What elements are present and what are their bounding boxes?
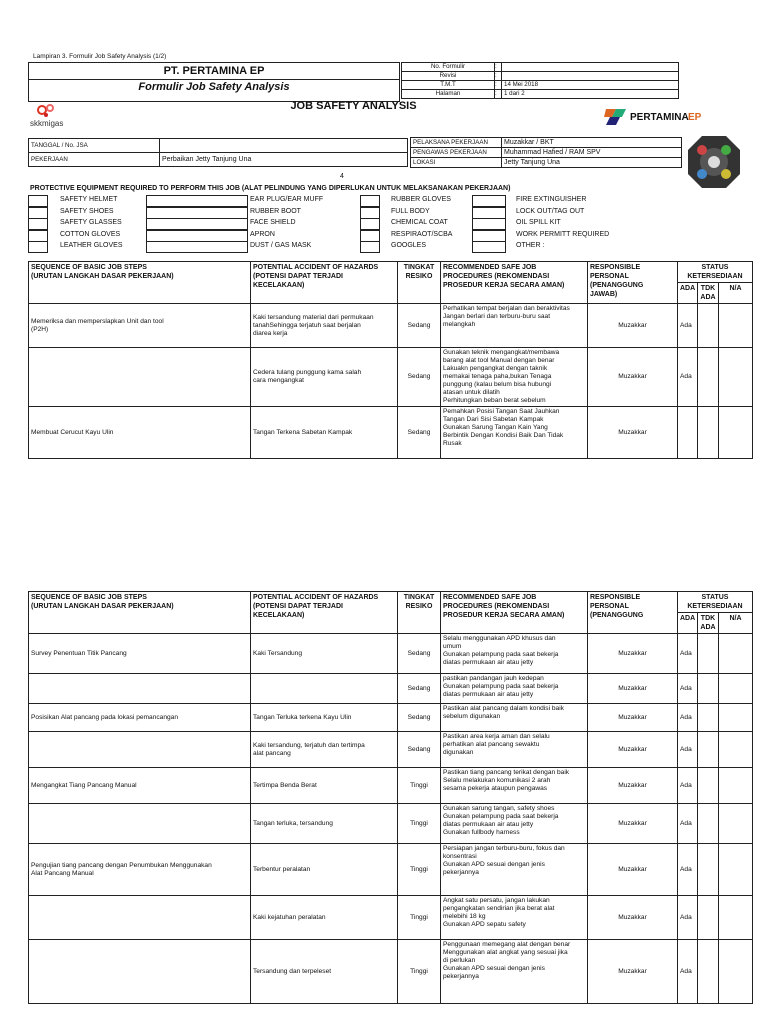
ada-cell: Ada [678, 732, 698, 768]
header-responsible: RESPONSIBLE PERSONAL (PENANGGUNG [588, 592, 678, 634]
ada-cell: Ada [678, 704, 698, 732]
risk-cell: Sedang [398, 704, 441, 732]
pertamina-logo: PERTAMINA EP [604, 104, 700, 132]
personnel-table [410, 137, 682, 168]
tdk-ada-cell [698, 844, 719, 896]
header-ada: ADA [678, 613, 698, 634]
ppe-checkbox[interactable] [472, 230, 506, 242]
hazard-cell: Tangan terluka, tersandung [251, 804, 398, 844]
ppe-checkbox[interactable] [360, 241, 380, 253]
procedure-cell: Angkat satu persatu, jangan lakukan pengangkatan sendirian jika berat alat melebihi 18 kg Gunakan APD sepatu safety [441, 896, 588, 940]
personnel-label: LOKASI [411, 158, 502, 168]
company-name: PT. PERTAMINA EP [29, 64, 399, 80]
procedure-cell: Persiapan jangan terburu-buru, fokus dan konsentrasi Gunakan APD sesuai dengan jenis pekerjannya [441, 844, 588, 896]
ada-cell: Ada [678, 940, 698, 1004]
step-cell [29, 348, 251, 407]
ppe-checkbox[interactable] [472, 195, 506, 207]
ppe-label: GOOGLES [391, 242, 427, 249]
jsa-table-1 [28, 261, 753, 459]
ppe-checkbox[interactable] [360, 218, 380, 230]
ppe-checkbox[interactable] [28, 230, 48, 242]
header-risk: TINGKAT RESIKO [398, 262, 441, 304]
risk-cell: Sedang [398, 634, 441, 674]
header-procedures: RECOMMENDED SAFE JOB PROCEDURES (REKOMENDASI PROSEDUR KERJA SECARA AMAN) [441, 262, 588, 304]
ppe-label: FACE SHIELD [250, 219, 296, 226]
tdk-ada-cell [698, 768, 719, 804]
step-cell [29, 896, 251, 940]
step-cell [29, 940, 251, 1004]
na-cell [719, 844, 753, 896]
table-row [29, 896, 753, 940]
hazard-cell: Kaki kejatuhan peralatan [251, 896, 398, 940]
company-box [28, 62, 400, 102]
form-title: Formulir Job Safety Analysis [138, 81, 290, 93]
hazard-cell: Tangan Terkena Sabetan Kampak [251, 407, 398, 459]
job-info-value [160, 139, 408, 153]
ppe-label: FULL BODY [391, 207, 430, 215]
job-info-value: Perbaikan Jetty Tanjung Una [160, 153, 408, 167]
doc-info-label: T.M.T [402, 81, 495, 90]
header-risk: TINGKAT RESIKO [398, 592, 441, 634]
ada-cell: Ada [678, 304, 698, 348]
responsible-cell: Muzakkar [588, 732, 678, 768]
ppe-label: FIRE EXTINGUISHER [516, 196, 587, 203]
header-ada: ADA [678, 283, 698, 304]
doc-info-value [502, 72, 679, 81]
responsible-cell: Muzakkar [588, 704, 678, 732]
ppe-label: WORK PERMITT REQUIRED [516, 230, 610, 238]
na-cell [719, 348, 753, 407]
risk-cell: Sedang [398, 732, 441, 768]
ppe-checkbox[interactable] [146, 195, 248, 207]
tdk-ada-cell [698, 804, 719, 844]
personnel-label: PELAKSANA PEKERJAAN [411, 138, 502, 148]
personnel-label: PENGAWAS PEKERJAAN [411, 148, 502, 158]
risk-cell: Sedang [398, 674, 441, 704]
table-row [29, 704, 753, 732]
hazard-cell: Tersandung dan terpeleset [251, 940, 398, 1004]
table-row [29, 768, 753, 804]
ppe-label: APRON [250, 230, 275, 238]
ppe-checkbox[interactable] [472, 207, 506, 219]
na-cell [719, 634, 753, 674]
ppe-label: SAFETY GLASSES [60, 219, 122, 226]
header-responsible: RESPONSIBLE PERSONAL (PENANGGUNG JAWAB) [588, 262, 678, 304]
ppe-checkbox[interactable] [28, 218, 48, 230]
ppe-label: OTHER : [516, 242, 545, 249]
na-cell [719, 304, 753, 348]
header-na: N/A [719, 283, 753, 304]
ppe-label: SAFETY HELMET [60, 196, 118, 203]
na-cell [719, 940, 753, 1004]
table-row [29, 348, 753, 407]
hazard-cell: Tangan Terluka terkena Kayu Ulin [251, 704, 398, 732]
table-row [29, 940, 753, 1004]
ppe-checkbox[interactable] [360, 195, 380, 207]
procedure-cell: Pastikan area kerja aman dan selalu perhatikan alat pancang sewaktu digunakan [441, 732, 588, 768]
ppe-label: RESPIRAOT/SCBA [391, 230, 453, 238]
doc-info-table: No. Formulir : Revisi : T.M.T : 14 Mei 2018 Halaman : 1 dari 2 [401, 62, 679, 99]
job-info-table [28, 138, 408, 167]
responsible-cell: Muzakkar [588, 940, 678, 1004]
ppe-checkbox[interactable] [28, 241, 48, 253]
ppe-grid [28, 195, 628, 253]
doc-info-value: 1 dari 2 [502, 90, 679, 99]
ppe-label: CHEMICAL COAT [391, 219, 448, 226]
header-status: STATUS KETERSEDIAAN [678, 592, 753, 613]
step-cell: Posisikan Alat pancang pada lokasi pemancangan [29, 704, 251, 732]
table-row [29, 304, 753, 348]
lampiran-label: Lampiran 3. Formulir Job Safety Analysis (1/2) [33, 53, 167, 60]
ada-cell: Ada [678, 804, 698, 844]
ada-cell: Ada [678, 896, 698, 940]
ppe-label: LEATHER GLOVES [60, 242, 123, 249]
procedure-cell: Pemahkan Posisi Tangan Saat Jauhkan Tangan Dari Sisi Sabetan Kampak Gunakan Sarung Tangan Kain Yang Berbintik Dengan Kondisi Baik Dan Tidak Rusak [441, 407, 588, 459]
personnel-value: Muhammad Hafied / RAM SPV [502, 148, 682, 158]
responsible-cell: Muzakkar [588, 407, 678, 459]
skkmigas-logo: skkmigas [30, 102, 80, 130]
risk-cell: Tinggi [398, 940, 441, 1004]
ppe-checkbox[interactable] [146, 241, 248, 253]
header-steps: SEQUENCE OF BASIC JOB STEPS (URUTAN LANGKAH DASAR PEKERJAAN) [29, 262, 251, 304]
table-row [29, 844, 753, 896]
responsible-cell: Muzakkar [588, 844, 678, 896]
tdk-ada-cell [698, 940, 719, 1004]
na-cell [719, 704, 753, 732]
ada-cell: Ada [678, 768, 698, 804]
procedure-cell: Selalu menggunakan APD khusus dan umum Gunakan pelampung pada saat bekerja diatas permukaan air atau jetty [441, 634, 588, 674]
ada-cell: Ada [678, 634, 698, 674]
risk-cell: Sedang [398, 348, 441, 407]
header-procedures: RECOMMENDED SAFE JOB PROCEDURES (REKOMENDASI PROSEDUR KERJA SECARA AMAN) [441, 592, 588, 634]
responsible-cell: Muzakkar [588, 304, 678, 348]
jsa-table-2 [28, 591, 753, 1004]
table-row [29, 732, 753, 768]
page-number: 4 [340, 173, 344, 180]
hazard-cell: Kaki Tersandung [251, 634, 398, 674]
ppe-label: DUST / GAS MASK [250, 242, 312, 249]
procedure-cell: pastikan pandangan jauh kedepan Gunakan pelampung pada saat bekerja diatas permukaan air atau jetty [441, 674, 588, 704]
na-cell [719, 768, 753, 804]
na-cell [719, 674, 753, 704]
step-cell: Pengujian tiang pancang dengan Penumbukan Menggunakan Alat Pancang Manual [29, 844, 251, 896]
hazard-cell: Tertimpa Benda Berat [251, 768, 398, 804]
hazard-cell: Terbentur peralatan [251, 844, 398, 896]
ppe-label: LOCK OUT/TAG OUT [516, 207, 585, 215]
job-info-label: TANGGAL / No. JSA [29, 139, 160, 153]
na-cell [719, 804, 753, 844]
procedure-cell: Gunakan teknik mengangkat/membawa barang alat tool Manual dengan benar Lakuakn pengangkat dengan taknik memakai tenaga paha,bukan Tenaga punggung (kalau belum bisa hubungi atasan untuk dilatih Perhitungkan beban berat sebelum [441, 348, 588, 407]
header-hazards: POTENTIAL ACCIDENT OF HAZARDS (POTENSI DAPAT TERJADI KECELAKAAN) [251, 592, 398, 634]
ppe-label: OIL SPILL KIT [516, 219, 561, 226]
table-row [29, 634, 753, 674]
responsible-cell: Muzakkar [588, 348, 678, 407]
step-cell: Survey Penentuan Titik Pancang [29, 634, 251, 674]
main-title: JOB SAFETY ANALYSIS [290, 100, 417, 112]
step-cell [29, 804, 251, 844]
table-row [29, 407, 753, 459]
ada-cell: Ada [678, 844, 698, 896]
ppe-checkbox[interactable] [28, 195, 48, 207]
responsible-cell: Muzakkar [588, 804, 678, 844]
hazard-cell [251, 674, 398, 704]
procedure-cell: Penggunaan memegang alat dengan benar Menggunakan alat angkat yang sesuai jika di perlukan Gunakan APD sesuai dengan jenis pekerjannya [441, 940, 588, 1004]
hazard-cell: Kaki tersandung, terjatuh dan tertimpa alat pancang [251, 732, 398, 768]
procedure-cell: Perhatikan tempat berjalan dan beraktivitas Jangan berlari dan terburu-buru saat melangkah [441, 304, 588, 348]
tdk-ada-cell [698, 348, 719, 407]
tdk-ada-cell [698, 407, 719, 459]
ppe-label: SAFETY SHOES [60, 207, 114, 215]
header-tdk-ada: TDK ADA [698, 283, 719, 304]
ada-cell: Ada [678, 674, 698, 704]
na-cell [719, 407, 753, 459]
safety-badge-icon [686, 134, 742, 190]
responsible-cell: Muzakkar [588, 896, 678, 940]
doc-info-label: Halaman [402, 90, 495, 99]
tdk-ada-cell [698, 304, 719, 348]
ppe-checkbox[interactable] [360, 230, 380, 242]
ada-cell: Ada [678, 348, 698, 407]
header-tdk-ada: TDK ADA [698, 613, 719, 634]
ppe-checkbox[interactable] [472, 241, 506, 253]
ppe-checkbox[interactable] [360, 207, 380, 219]
procedure-cell: Gunakan sarung tangan, safety shoes Gunakan pelampung pada saat bekerja diatas permukaan air atau jetty Gunakan fullbody harness [441, 804, 588, 844]
step-cell: Mengangkat Tiang Pancang Manual [29, 768, 251, 804]
responsible-cell: Muzakkar [588, 768, 678, 804]
header-na: N/A [719, 613, 753, 634]
header-hazards: POTENTIAL ACCIDENT OF HAZARDS (POTENSI DAPAT TERJADI KECELAKAAN) [251, 262, 398, 304]
step-cell [29, 674, 251, 704]
na-cell [719, 896, 753, 940]
na-cell [719, 732, 753, 768]
personnel-value: Muzakkar / BKT [502, 138, 682, 148]
ppe-title: PROTECTIVE EQUIPMENT REQUIRED TO PERFORM THIS JOB (ALAT PELINDUNG YANG DIPERLUKAN UNTUK MELAKSANAKAN PEKERJAAN) [30, 185, 511, 192]
header-status: STATUS KETERSEDIAAN [678, 262, 753, 283]
step-cell: Membuat Cerucut Kayu Ulin [29, 407, 251, 459]
tdk-ada-cell [698, 704, 719, 732]
risk-cell: Sedang [398, 407, 441, 459]
step-cell [29, 732, 251, 768]
ppe-label: COTTON GLOVES [60, 230, 121, 238]
responsible-cell: Muzakkar [588, 674, 678, 704]
doc-info-label: No. Formulir [402, 63, 495, 72]
doc-info-label: Revisi [402, 72, 495, 81]
hazard-cell: Kaki tersandung material dari permukaan tanahSehingga terjatuh saat berjalan diarea kerja [251, 304, 398, 348]
ppe-checkbox[interactable] [146, 218, 248, 230]
tdk-ada-cell [698, 732, 719, 768]
ppe-label: RUBBER BOOT [250, 207, 301, 215]
job-info-label: PEKERJAAN [29, 153, 160, 167]
step-cell: Memeriksa dan memperslapkan Unit dan tool (P2H) [29, 304, 251, 348]
tdk-ada-cell [698, 634, 719, 674]
ppe-label: EAR PLUG/EAR MUFF [250, 196, 324, 203]
table-row [29, 804, 753, 844]
table-row [29, 674, 753, 704]
personnel-value: Jetty Tanjung Una [502, 158, 682, 168]
ada-cell [678, 407, 698, 459]
ppe-checkbox[interactable] [28, 207, 48, 219]
ppe-checkbox[interactable] [472, 218, 506, 230]
doc-info-value: 14 Mei 2018 [502, 81, 679, 90]
tdk-ada-cell [698, 896, 719, 940]
ppe-checkbox[interactable] [146, 230, 248, 242]
ppe-label: RUBBER GLOVES [391, 196, 451, 203]
tdk-ada-cell [698, 674, 719, 704]
procedure-cell: Pastikan tiang pancang terikat dengan baik Selalu melakukan komunikasi 2 arah sesama pekerja ataupun pengawas [441, 768, 588, 804]
doc-info-value [502, 63, 679, 72]
procedure-cell: Pastikan alat pancang dalam kondisi baik sebelum digunakan [441, 704, 588, 732]
risk-cell: Tinggi [398, 804, 441, 844]
responsible-cell: Muzakkar [588, 634, 678, 674]
hazard-cell: Cedera tulang punggung kama salah cara mengangkat [251, 348, 398, 407]
risk-cell: Tinggi [398, 896, 441, 940]
risk-cell: Tinggi [398, 768, 441, 804]
risk-cell: Sedang [398, 304, 441, 348]
header-steps: SEQUENCE OF BASIC JOB STEPS (URUTAN LANGKAH DASAR PEKERJAAN) [29, 592, 251, 634]
ppe-checkbox[interactable] [146, 207, 248, 219]
risk-cell: Tinggi [398, 844, 441, 896]
